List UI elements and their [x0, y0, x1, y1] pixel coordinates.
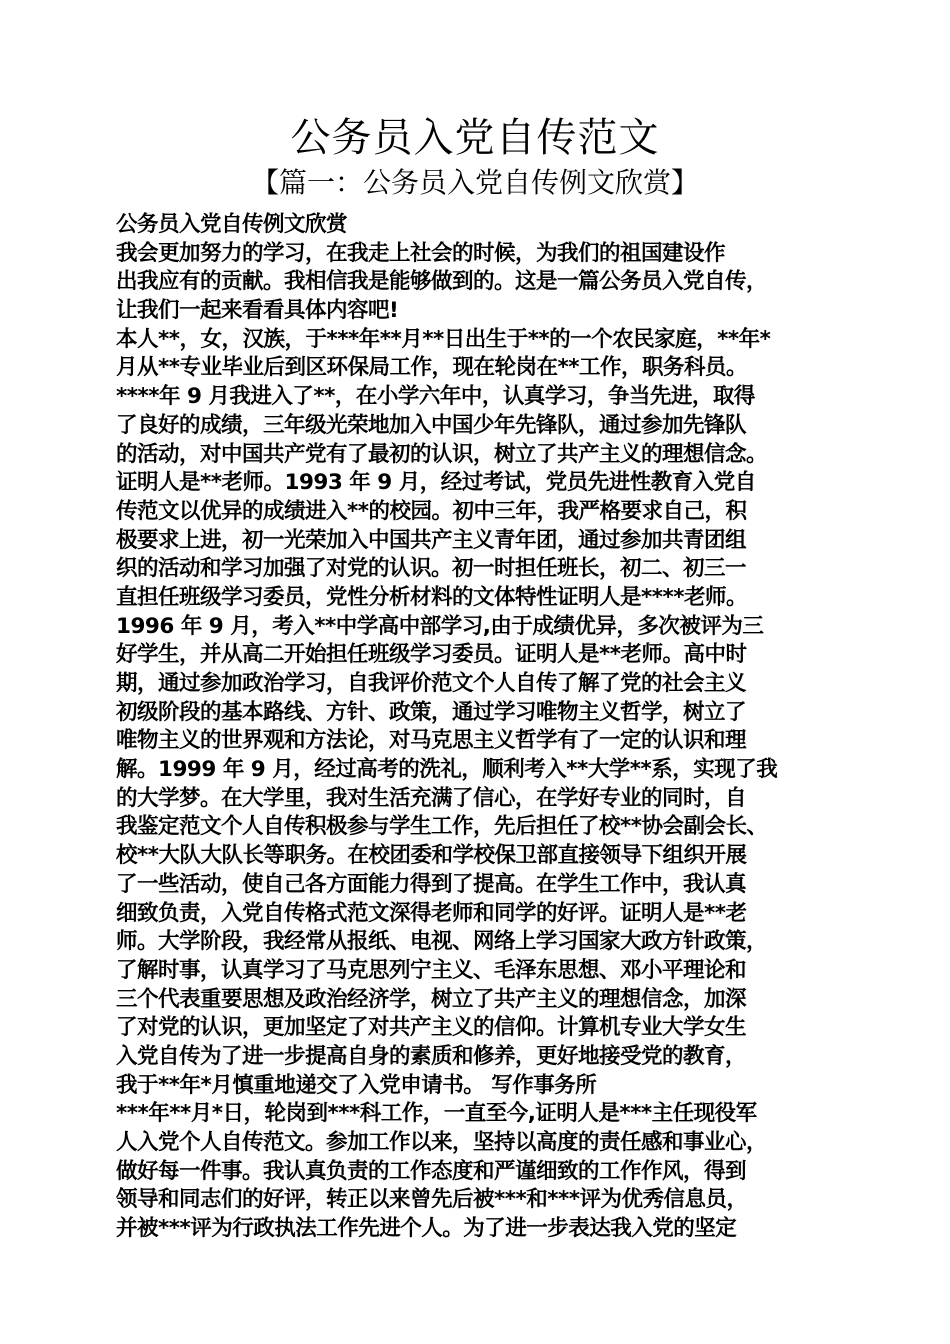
text-line: 入党自传为了进一步提高自身的素质和修养，更好地接受党的教育， [116, 1043, 747, 1069]
text-line: 唯物主义的世界观和方法论，对马克思主义哲学有了一定的认识和理 [116, 728, 747, 754]
text-line: 我于**年*月慎重地递交了入党申请书。 写作事务所 [116, 1072, 597, 1098]
text-line: 1996 年 9 月，考入**中学高中部学习,由于成绩优异，多次被评为三 [116, 613, 764, 639]
text-line: 出我应有的贡献。我相信我是能够做到的。这是一篇公务员入党自传， [116, 269, 768, 295]
text-line: 传范文以优异的成绩进入**的校园。初中三年，我严格要求自己，积 [116, 498, 747, 524]
document-title: 公务员入党自传范文 [290, 115, 660, 161]
text-line: 月从**专业毕业后到区环保局工作，现在轮岗在**工作，职务科员。 [116, 355, 747, 381]
text-line: 我鉴定范文个人自传积极参与学生工作，先后担任了校**协会副会长、 [116, 814, 768, 840]
text-line: 极要求上进，初一光荣加入中国共产主义青年团，通过参加共青团组 [116, 527, 747, 553]
text-line: 初级阶段的基本路线、方针、政策，通过学习唯物主义哲学，树立了 [116, 699, 747, 725]
text-line: ***年**月*日，轮岗到***科工作，一直至今,证明人是***主任现役军 [116, 1101, 757, 1127]
text-line: 直担任班级学习委员，党性分析材料的文体特性证明人是****老师。 [116, 584, 747, 610]
text-line: 的活动，对中国共产党有了最初的认识，树立了共产主义的理想信念。 [116, 441, 768, 467]
text-line: 人入党个人自传范文。参加工作以来，坚持以高度的责任感和事业心， [116, 1130, 768, 1155]
text-line: 好学生，并从高二开始担任班级学习委员。证明人是**老师。高中时 [116, 642, 747, 668]
text-line: 校**大队大队长等职务。在校团委和学校保卫部直接领导下组织开展 [116, 843, 747, 869]
text-line: 三个代表重要思想及政治经济学，树立了共产主义的理想信念，加深 [116, 986, 747, 1012]
text-line: 了解时事，认真学习了马克思列宁主义、毛泽东思想、邓小平理论和 [116, 957, 747, 983]
text-line: 做好每一件事。我认真负责的工作态度和严谨细致的工作作风，得到 [116, 1158, 747, 1184]
text-line: 我会更加努力的学习，在我走上社会的时候，为我们的祖国建设作 [116, 240, 726, 266]
text-line: 并被***评为行政执法工作先进个人。为了进一步表达我入党的坚定 [116, 1216, 737, 1242]
text-line: 本人**，女，汉族，于***年**月**日出生于**的一个农民家庭，**年* [116, 326, 771, 352]
text-line: ****年 9 月我进入了**，在小学六年中，认真学习，争当先进，取得 [116, 384, 755, 410]
text-line: 领导和同志们的好评，转正以来曾先后被***和***评为优秀信息员， [116, 1187, 748, 1213]
section-heading: 公务员入党自传例文欣赏 [116, 212, 348, 237]
text-line: 细致负责，入党自传格式范文深得老师和同学的好评。证明人是**老 [116, 900, 747, 926]
text-line: 期，通过参加政治学习，自我评价范文个人自传了解了党的社会主义 [116, 671, 747, 696]
text-line: 了良好的成绩，三年级光荣地加入中国少年先锋队，通过参加先锋队 [116, 412, 747, 438]
text-line: 让我们一起来看看具体内容吧! [116, 298, 399, 324]
text-line: 证明人是**老师。1993 年 9 月，经过考试，党员先进性教育入党自 [116, 470, 756, 496]
text-line: 的大学梦。在大学里，我对生活充满了信心，在学好专业的同时，自 [116, 785, 747, 811]
text-line: 了一些活动，使自己各方面能力得到了提高。在学生工作中，我认真 [116, 871, 747, 897]
document-body [116, 211, 856, 1244]
text-line: 解。1999 年 9 月，经过高考的洗礼，顺利考入**大学**系，实现了我 [116, 757, 778, 783]
text-line: 织的活动和学习加强了对党的认识。初一时担任班长，初二、初三一 [116, 556, 747, 582]
document-subtitle: 【篇一：公务员入党自传例文欣赏】 [250, 166, 699, 199]
text-line: 了对党的认识，更加坚定了对共产主义的信仰。计算机专业大学女生 [116, 1015, 747, 1041]
text-line: 师。大学阶段，我经常从报纸、电视、网络上学习国家大政方针政策， [116, 929, 768, 955]
